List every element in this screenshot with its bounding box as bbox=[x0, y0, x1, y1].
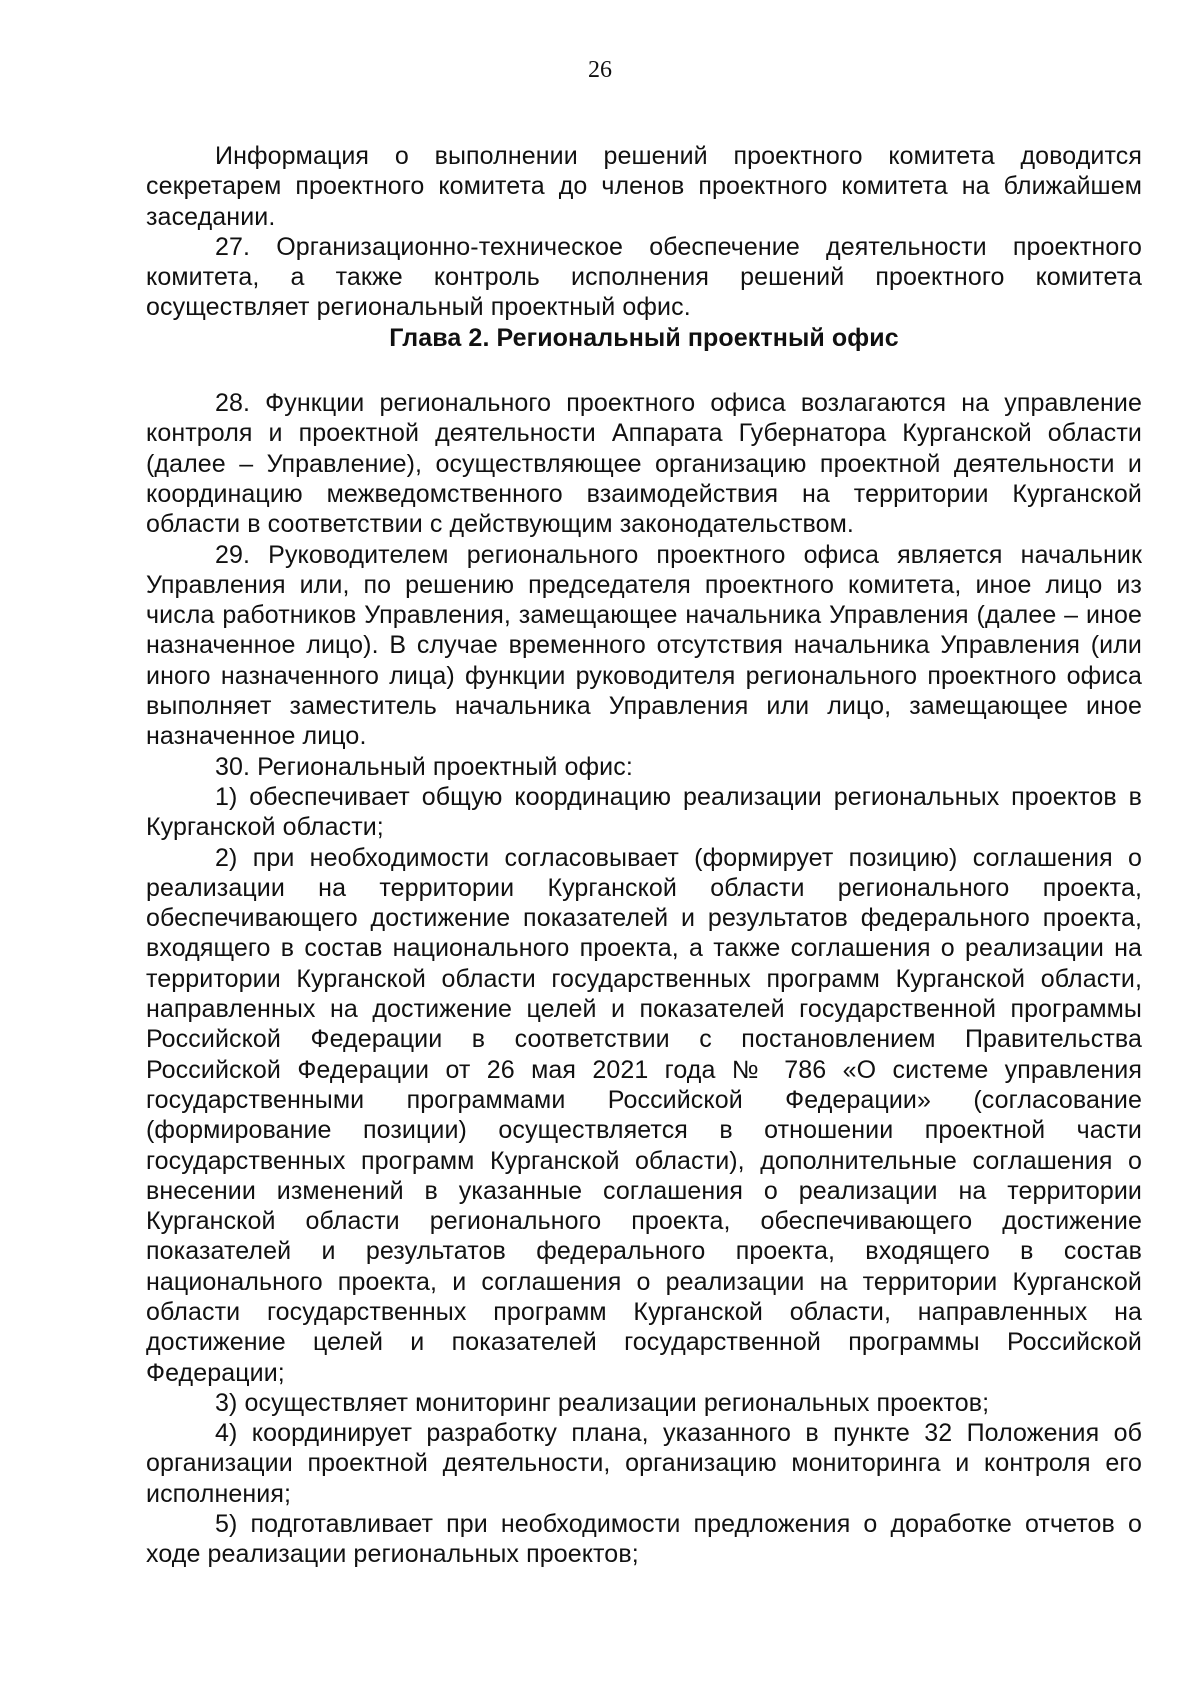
list-item-3: 3) осуществляет мониторинг реализации региональных проектов; bbox=[215, 1388, 990, 1417]
paragraph-29: 29. Руководителем регионального проектного офиса является начальник Управления или, по решению председателя проектного комитета, иное лицо из числа работников Управления, замещающее начальника Управления (далее – иное назначенное лицо). В случае временного отсутствия начальника Управления (или иного назначенного лица) функции руководителя регионального проектного офиса выполняет заместитель начальника Управления или лицо, замещающее иное назначенное лицо. bbox=[146, 540, 1142, 751]
list-item-2: 2) при необходимости согласовывает (формирует позицию) соглашения о реализации на территории Курганской области регионального проекта, обеспечивающего достижение показателей и результатов федерального проекта, входящего в состав национального проекта, а также соглашения о реализации на территории Курганской области государственных программ Курганской области, направленных на достижение целей и показателей государственной программы Российской Федерации в соответствии с постановлением Правительства Российской Федерации от 26 мая 2021 года № 786 «О системе управления государственными программами Российской Федерации» (согласование (формирование позиции) осуществляется в отношении проектной части государственных программ Курганской области), дополнительные соглашения о внесении изменений в указанные соглашения о реализации на территории Курганской области регионального проекта, обеспечивающего достижение показателей и результатов федерального проекта, входящего в состав национального проекта, и соглашения о реализации на территории Курганской области государственных программ Курганской области, направленных на достижение целей и показателей государственной программы Российской Федерации; bbox=[146, 843, 1142, 1387]
paragraph-28: 28. Функции регионального проектного офиса возлагаются на управление контроля и проектной деятельности Аппарата Губернатора Курганской области (далее – Управление), осуществляющее организацию проектной деятельности и координацию межведомственного взаимодействия на территории Курганской области в соответствии с действующим законодательством. bbox=[146, 389, 1142, 539]
document-body bbox=[146, 141, 1142, 1570]
list-item-5: 5) подготавливает при необходимости предложения о доработке отчетов о ходе реализации региональных проектов; bbox=[146, 1510, 1142, 1569]
list-item-4: 4) координирует разработку плана, указанного в пункте 32 Положения об организации проектной деятельности, организацию мониторинга и контроля его исполнения; bbox=[146, 1419, 1142, 1508]
chapter-heading: Глава 2. Региональный проектный офис bbox=[389, 323, 899, 352]
paragraph-27: 27. Организационно-техническое обеспечение деятельности проектного комитета, а также контроль исполнения решений проектного комитета осуществляет региональный проектный офис. bbox=[146, 232, 1142, 322]
paragraph-committee-info: Информация о выполнении решений проектного комитета доводится секретарем проектного комитета до членов проектного комитета на ближайшем заседании. bbox=[146, 142, 1142, 231]
list-item-1: 1) обеспечивает общую координацию реализации региональных проектов в Курганской области; bbox=[146, 782, 1142, 842]
paragraph-30: 30. Региональный проектный офис: bbox=[215, 752, 633, 781]
page-number: 26 bbox=[588, 57, 612, 83]
